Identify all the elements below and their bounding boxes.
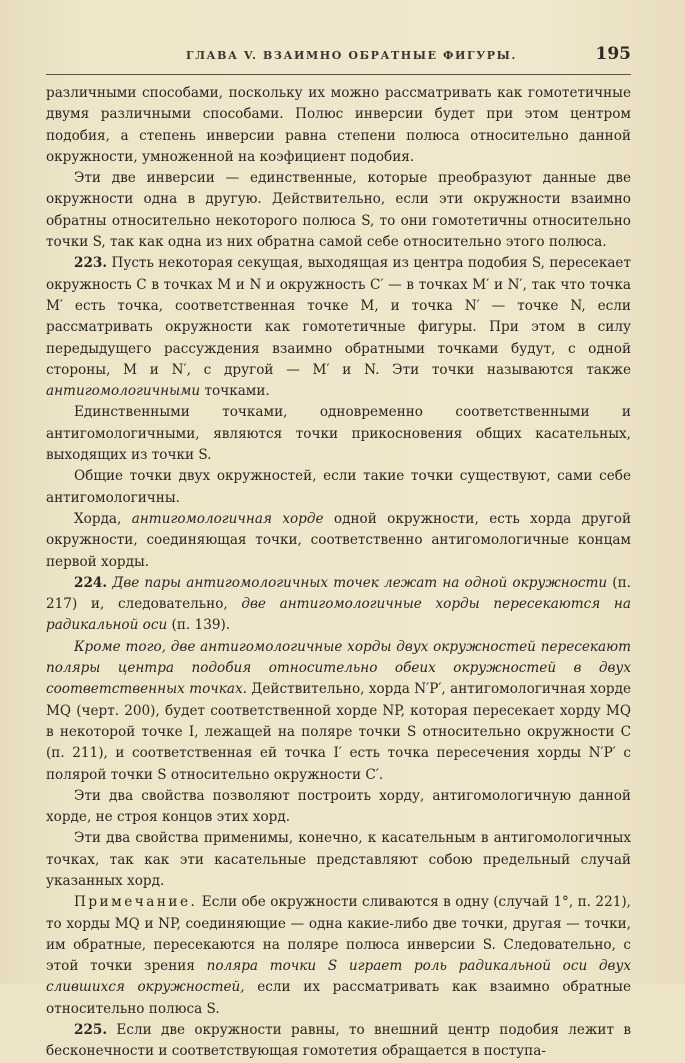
paragraph [46, 828, 631, 892]
text-run: Если обе окружности сливаются в одну (случай 1°, п. 221), то хорды MQ и NP, соединяющие — одна какие-либо две точки, другая — точки, им обратные, пересекаются на поляре полюса инверсии S. Следовательно, с этой точки зрения [46, 894, 631, 975]
italic-text: поляра точки S играет роль радикальной оси двух слившихся окружностей, [46, 958, 632, 996]
paragraph [46, 786, 631, 829]
text-run: Хорда, [74, 510, 132, 527]
text-run: Единственными точками, одновременно соответственными и антигомологичными, являются точки прикосновения общих касательных, выходящих из точки S. [46, 404, 631, 464]
italic-text: Кроме того, две антигомологичные хорды двух окружностей пересекают поляры центра подобия относительно обеих окружностей в двух соответственных точках. [46, 638, 631, 698]
note-label: Примечание. [74, 894, 198, 911]
paragraph [46, 168, 631, 253]
section-number: 225. [74, 1022, 108, 1039]
text-run: точками. [200, 383, 270, 400]
paragraph [46, 83, 631, 168]
text-run: одной окружности, есть хорда другой окружности, соединяющая точки, соответственно антигомологичные концам первой хорды. [46, 510, 632, 570]
paragraph [46, 1020, 631, 1063]
paragraph [46, 892, 631, 1020]
text-run: (п. 139). [167, 617, 231, 634]
text-run: Действительно, хорда N′P′, антигомологичная хорде MQ (черт. 200), будет соответственной хорде NP, которая пересекает хорду MQ в некоторой точке I, лежащей на поляре точки S относительно окружности C (п. 211), и соответственная ей точка I′ есть точка пересечения хорды N′P′ с полярой точки S относительно окружности C′. [46, 681, 631, 783]
text-run: если их рассматривать как взаимно обратные относительно полюса S. [46, 979, 631, 1017]
paragraph [46, 253, 631, 402]
italic-text: две антигомологичные хорды пересекаются на радикальной оси [46, 596, 631, 634]
paragraph [46, 402, 631, 466]
page-number: 195 [595, 44, 631, 64]
text-run: Общие точки двух окружностей, если такие точки существуют, сами себе антигомологичны. [46, 468, 631, 506]
text-run: различными способами, поскольку их можно рассматривать как гомотетичные двумя различными способами. Полюс инверсии будет при этом центром подобия, а степень инверсии равна степени полюса относительно данной окружности, умноженной на коэфициент подобия. [46, 85, 631, 165]
header-rule [46, 74, 631, 75]
section-number: 223. [74, 255, 108, 272]
text-run: (п. 217) и, следовательно, [46, 574, 631, 613]
section-number: 224. [74, 574, 108, 591]
running-title: ГЛАВА V. ВЗАИМНО ОБРАТНЫЕ ФИГУРЫ. [186, 49, 517, 62]
text-run: Эти два свойства применимы, конечно, к касательным в антигомологичных точках, так как эти касательные представляют собою предельный случай указанных хорд. [46, 830, 631, 889]
text-run: Эти два свойства позволяют построить хорду, антигомологичную данной хорде, не строя концов этих хорд. [46, 787, 631, 826]
text-run: Пусть некоторая секущая, выходящая из центра подобия S, пересекает окружность C в точках M и N и окружность C′ — в точках M′ и N′, так что точка M′ есть точка, соответственная точке M, и точка N′ — точке N, если рассматривать окружности как гомотетичные фигуры. При этом в силу передыдущего рассуждения взаимно обратными точками будут, с одной стороны, M и N′, с другой — M′ и N. Эти точки называются также [46, 255, 631, 378]
page-header [46, 44, 631, 70]
page-body [46, 83, 631, 1063]
italic-text: Две пары антигомологичных точек лежат на одной окружности [112, 574, 608, 591]
italic-text: антигомологичная хорде [131, 510, 324, 527]
paragraph [46, 509, 631, 573]
text-run: Эти две инверсии — единственные, которые преобразуют данные две окружности одна в другую. Действительно, если эти окружности взаимно обратны относительно некоторого полюса S, то они гомотетичны относительно точки S, так как одна из них обратна самой себе относительно этого полюса. [46, 170, 631, 251]
text-run: Если две окружности равны, то внешний центр подобия лежит в бесконечности и соответствующая гомотетия обращается в поступа- [46, 1022, 631, 1060]
italic-text: антигомологичными [46, 383, 201, 400]
paragraph [46, 637, 631, 786]
paragraph [46, 573, 631, 637]
paragraph [46, 466, 631, 509]
